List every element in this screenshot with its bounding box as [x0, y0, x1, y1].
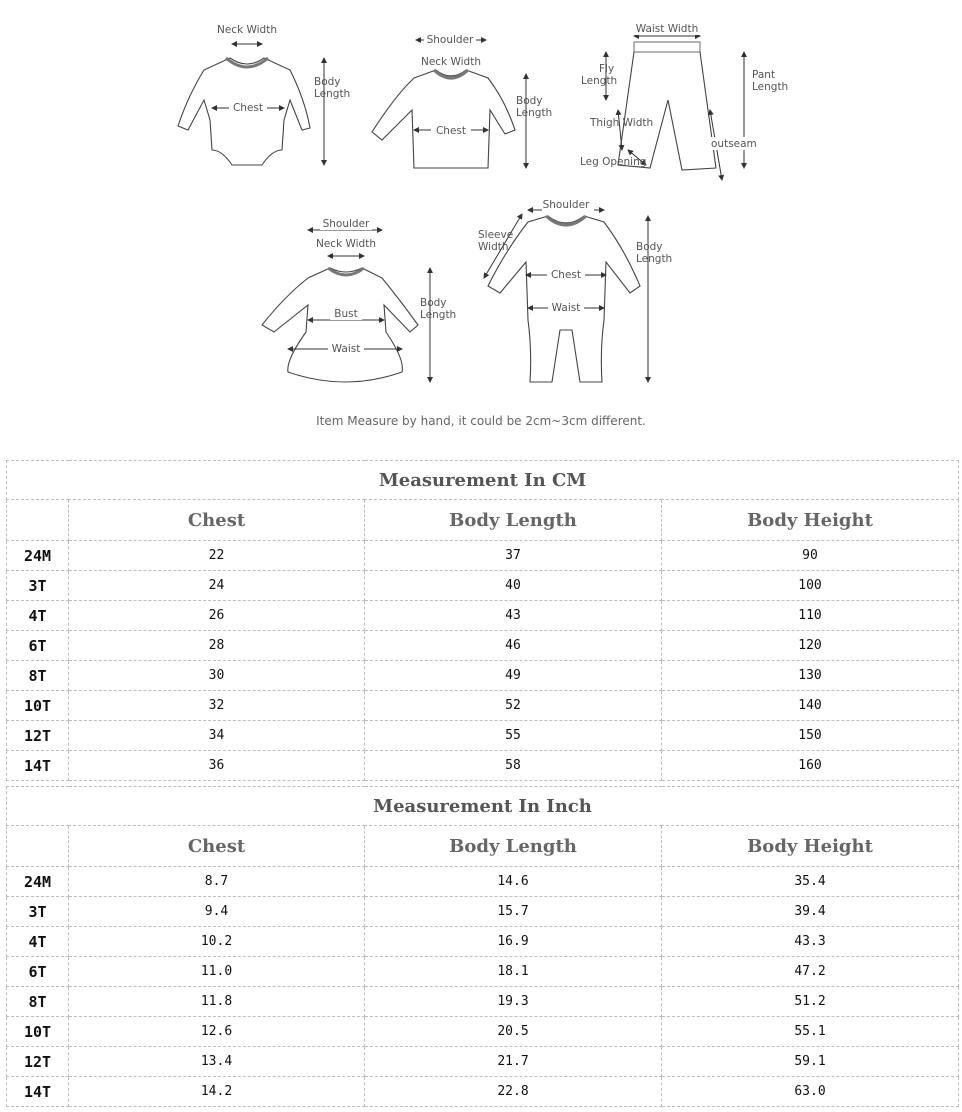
table-row — [7, 691, 959, 721]
pants-outseam-label: outseam — [711, 138, 757, 150]
size-cell: 12T — [7, 721, 69, 751]
romper-sleeve-label-2: Width — [478, 241, 509, 253]
chest-cell: 22 — [69, 541, 365, 571]
size-cell: 3T — [7, 897, 69, 927]
dress-shoulder-label: Shoulder — [322, 218, 370, 230]
body-length-cell: 18.1 — [365, 957, 662, 987]
pants-illustration — [618, 42, 716, 170]
body-height-cell: 39.4 — [662, 897, 959, 927]
table-row — [7, 721, 959, 751]
body-height-cell: 140 — [662, 691, 959, 721]
bodysuit-body-label-2: Length — [314, 88, 351, 100]
body-height-cell: 51.2 — [662, 987, 959, 1017]
body-length-cell: 40 — [365, 571, 662, 601]
romper-shoulder-label: Shoulder — [542, 199, 590, 211]
table-row — [7, 631, 959, 661]
body-height-cell: 100 — [662, 571, 959, 601]
inch-table-body — [7, 867, 959, 1107]
inch-size-table — [6, 786, 959, 1107]
table-row — [7, 661, 959, 691]
table-row — [7, 571, 959, 601]
table-row — [7, 987, 959, 1017]
size-cell: 14T — [7, 751, 69, 781]
measure-arrows — [212, 36, 744, 382]
chest-cell: 13.4 — [69, 1047, 365, 1077]
chest-cell: 26 — [69, 601, 365, 631]
chest-cell: 34 — [69, 721, 365, 751]
table-row — [7, 897, 959, 927]
chest-cell: 11.8 — [69, 987, 365, 1017]
measurement-diagram — [0, 0, 962, 440]
body-length-cell: 20.5 — [365, 1017, 662, 1047]
chest-cell: 11.0 — [69, 957, 365, 987]
dress-body-label-1: Body — [420, 297, 447, 309]
body-length-cell: 52 — [365, 691, 662, 721]
body-length-cell: 46 — [365, 631, 662, 661]
size-cell: 4T — [7, 601, 69, 631]
body-height-cell: 55.1 — [662, 1017, 959, 1047]
dress-illustration — [262, 268, 418, 382]
body-height-cell: 150 — [662, 721, 959, 751]
body-length-cell: 55 — [365, 721, 662, 751]
chest-cell: 8.7 — [69, 867, 365, 897]
inch-table-title: Measurement In Inch — [7, 787, 959, 826]
body-height-cell: 35.4 — [662, 867, 959, 897]
body-height-cell: 120 — [662, 631, 959, 661]
pants-leg-label: Leg Opening — [580, 156, 647, 168]
dress-waist-label: Waist — [331, 343, 361, 355]
cm-table-body — [7, 541, 959, 781]
tshirt-chest-label: Chest — [435, 125, 467, 137]
size-cell: 8T — [7, 987, 69, 1017]
bodysuit-neck-label: Neck Width — [216, 24, 278, 36]
cm-header-body-height: Body Height — [662, 500, 959, 541]
chest-cell: 24 — [69, 571, 365, 601]
romper-waist-label: Waist — [551, 302, 581, 314]
chest-cell: 28 — [69, 631, 365, 661]
size-cell: 6T — [7, 631, 69, 661]
body-height-cell: 63.0 — [662, 1077, 959, 1107]
body-length-cell: 49 — [365, 661, 662, 691]
romper-body-label-2: Length — [636, 253, 673, 265]
body-length-cell: 58 — [365, 751, 662, 781]
romper-body-label-1: Body — [636, 241, 663, 253]
table-row — [7, 927, 959, 957]
cm-size-table — [6, 460, 959, 781]
chest-cell: 30 — [69, 661, 365, 691]
inch-header-body-length: Body Length — [365, 826, 662, 867]
size-cell: 4T — [7, 927, 69, 957]
inch-header-blank — [7, 826, 69, 867]
table-row — [7, 957, 959, 987]
table-row — [7, 751, 959, 781]
size-cell: 6T — [7, 957, 69, 987]
size-cell: 10T — [7, 1017, 69, 1047]
chest-cell: 14.2 — [69, 1077, 365, 1107]
body-length-cell: 21.7 — [365, 1047, 662, 1077]
table-row — [7, 1077, 959, 1107]
body-height-cell: 130 — [662, 661, 959, 691]
table-row — [7, 1047, 959, 1077]
pants-length-label-2: Length — [752, 81, 789, 93]
table-row — [7, 867, 959, 897]
body-height-cell: 110 — [662, 601, 959, 631]
bodysuit-chest-label: Chest — [232, 102, 264, 114]
body-length-cell: 16.9 — [365, 927, 662, 957]
size-cell: 10T — [7, 691, 69, 721]
cm-header-blank — [7, 500, 69, 541]
body-length-cell: 15.7 — [365, 897, 662, 927]
tshirt-neck-label: Neck Width — [420, 56, 482, 68]
cm-header-body-length: Body Length — [365, 500, 662, 541]
body-height-cell: 47.2 — [662, 957, 959, 987]
tshirt-shoulder-label: Shoulder — [426, 34, 474, 46]
dress-bust-label: Bust — [334, 308, 358, 320]
size-cell: 8T — [7, 661, 69, 691]
body-length-cell: 22.8 — [365, 1077, 662, 1107]
tshirt-illustration — [372, 70, 515, 168]
romper-sleeve-label-1: Sleeve — [478, 229, 514, 241]
size-cell: 12T — [7, 1047, 69, 1077]
chest-cell: 32 — [69, 691, 365, 721]
table-row — [7, 601, 959, 631]
body-height-cell: 59.1 — [662, 1047, 959, 1077]
dress-body-label-2: Length — [420, 309, 457, 321]
size-cell: 14T — [7, 1077, 69, 1107]
chest-cell: 10.2 — [69, 927, 365, 957]
size-cell: 24M — [7, 867, 69, 897]
body-length-cell: 43 — [365, 601, 662, 631]
body-height-cell: 160 — [662, 751, 959, 781]
bodysuit-body-label-1: Body — [314, 76, 341, 88]
size-cell: 3T — [7, 571, 69, 601]
cm-header-chest: Chest — [69, 500, 365, 541]
tshirt-body-label-2: Length — [516, 107, 553, 119]
inch-header-chest: Chest — [69, 826, 365, 867]
dress-neck-label: Neck Width — [315, 238, 377, 250]
tshirt-body-label-1: Body — [516, 95, 543, 107]
body-length-cell: 14.6 — [365, 867, 662, 897]
table-row — [7, 541, 959, 571]
chest-cell: 12.6 — [69, 1017, 365, 1047]
pants-waist-label: Waist Width — [635, 23, 699, 35]
chest-cell: 9.4 — [69, 897, 365, 927]
body-length-cell: 37 — [365, 541, 662, 571]
pants-thigh-label: Thigh Width — [590, 117, 654, 129]
body-height-cell: 43.3 — [662, 927, 959, 957]
chest-cell: 36 — [69, 751, 365, 781]
pants-length-label-1: Pant — [752, 69, 776, 81]
romper-chest-label: Chest — [550, 269, 582, 281]
table-row — [7, 1017, 959, 1047]
pants-fly-label-2: Length — [581, 75, 618, 87]
inch-header-body-height: Body Height — [662, 826, 959, 867]
pants-fly-label-1: Fly — [599, 63, 615, 75]
body-height-cell: 90 — [662, 541, 959, 571]
cm-table-title: Measurement In CM — [7, 461, 959, 500]
body-length-cell: 19.3 — [365, 987, 662, 1017]
size-cell: 24M — [7, 541, 69, 571]
measure-note: Item Measure by hand, it could be 2cm~3cm different. — [316, 414, 646, 428]
